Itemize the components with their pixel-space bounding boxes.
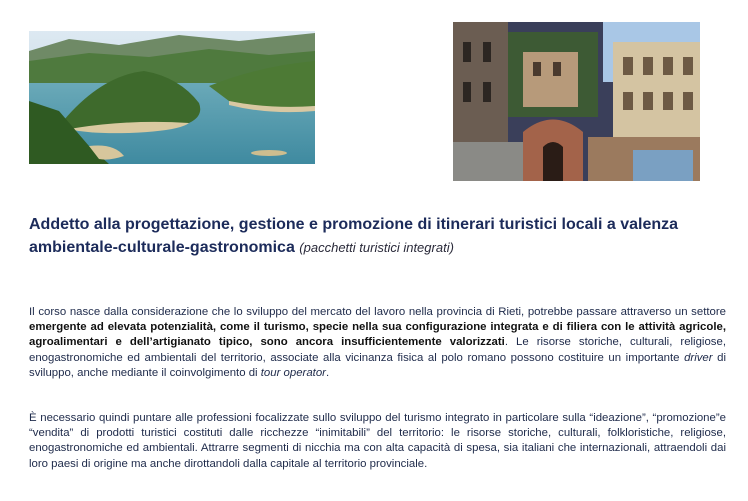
historic-town-collage-photo [453, 22, 700, 181]
professions-paragraph: È necessario quindi puntare alle professioni focalizzate sullo sviluppo del turismo integrato in particolare sulla “ideazione”, “promozione”e “vendita” di prodotti turistici costituti dalle ricchezze “inimitabili” del territorio: le risorse storiche, culturali, folkloristiche, religiose, enogastronomiche ed ambientali. Attrarre segmenti di nicchia ma con alta capacità di spesa, sia italiani che internazionali, attraendoli dai loro paesi di origine ma anche dirottandoli dalla capitale al territorio provinciale. [29, 412, 726, 470]
intro-italic-tour-operator: tour operator [260, 366, 326, 379]
intro-text-2: . Le risorse storiche, culturali, religiose, enogastronomiche ed ambientali del territorio, associate alla vicinanza fisica al polo romano possono costituire un importante [29, 336, 726, 364]
intro-bold-text: emergente ad elevata potenzialità, come il turismo, specie nella sua configurazione integrata e di filiera con le attività agricole, agroalimentari e dell’artigianato tipico, sono ancora insufficientemente valorizzati [29, 321, 726, 349]
course-title [29, 213, 729, 259]
intro-text-3: di sviluppo, anche mediante il coinvolgimento di [29, 351, 727, 379]
intro-paragraph [29, 305, 726, 381]
intro-italic-driver: driver [684, 351, 713, 364]
course-title-main: Addetto alla progettazione, gestione e promozione di itinerari turistici locali a valenza ambientale-culturale-gastronomica [29, 216, 679, 256]
intro-text-1: Il corso nasce dalla considerazione che lo sviluppo del mercato del lavoro nella provincia di Rieti, potrebbe passare attraverso un settore [29, 306, 726, 318]
course-title-subtitle: (pacchetti turistici integrati) [299, 240, 454, 255]
lake-landscape-photo [29, 31, 315, 164]
intro-text-4: . [325, 366, 330, 379]
